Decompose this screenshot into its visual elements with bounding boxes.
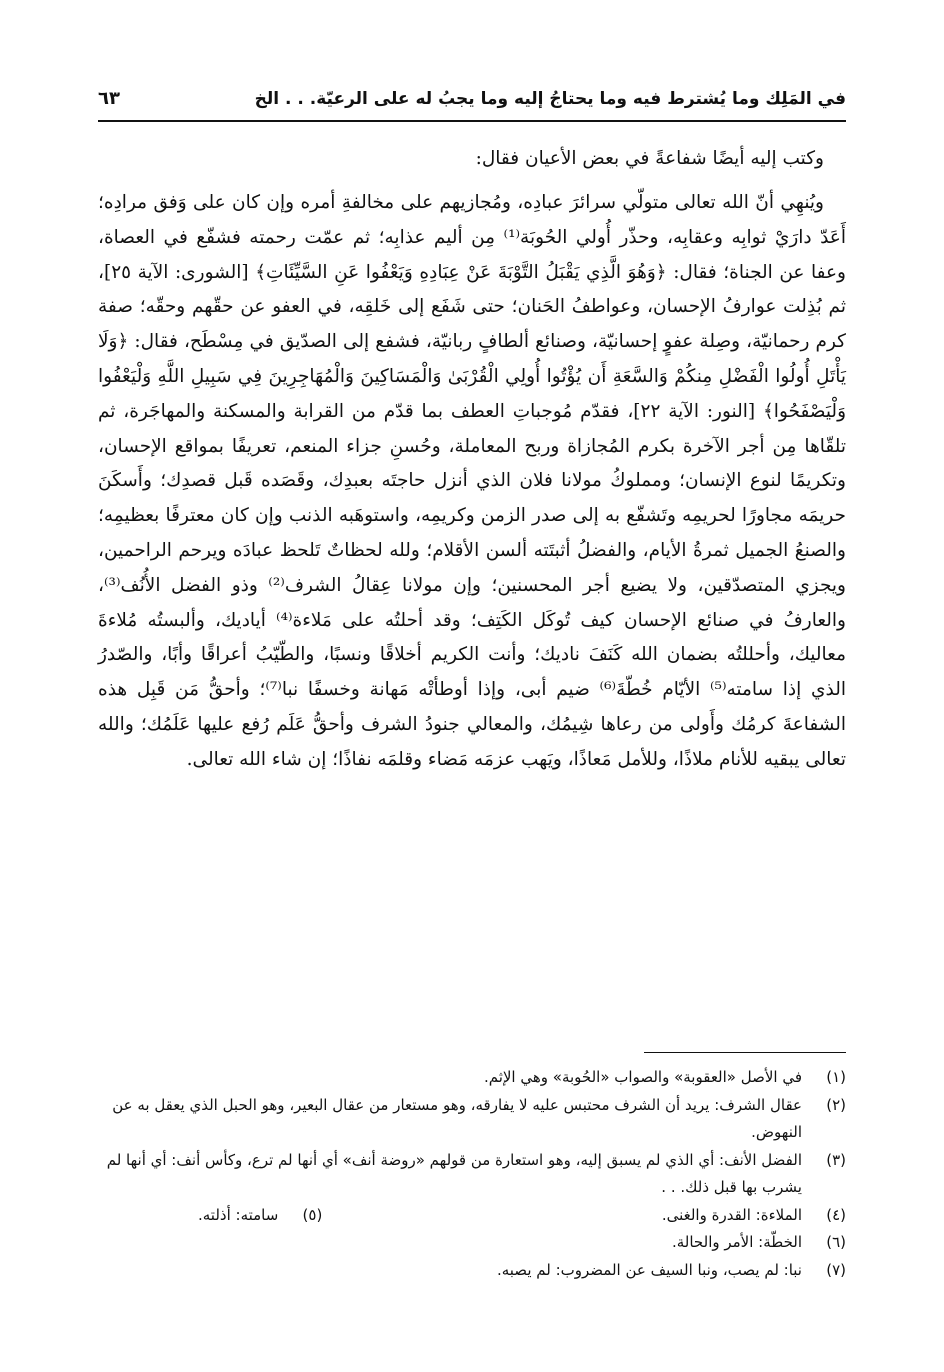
footnote-1 — [98, 1064, 846, 1092]
footnote-number: (٢) — [826, 1095, 846, 1114]
footnote-number: (٤) — [826, 1205, 846, 1224]
running-header — [98, 84, 846, 122]
footnote-6 — [98, 1229, 846, 1257]
page-number: ٦٣ — [98, 88, 120, 109]
footnote-text: الخطّة: الأمر والحالة. — [671, 1233, 802, 1251]
footnote-text: الملاءة: القدرة والغنى. — [661, 1205, 802, 1224]
footnote-number: (٦) — [826, 1233, 846, 1251]
footnote-number: (٧) — [826, 1260, 846, 1279]
footnote-3 — [98, 1147, 846, 1202]
footnote-text: سامته: أذلته. — [198, 1205, 279, 1224]
footnote-text: عقال الشرف: يريد أن الشرف محتبس عليه لا يفارقه، وهو مستعار من عقال البعير، وهو الحبل الذي يعقل به عن النهوض. — [112, 1095, 802, 1141]
footnote-number: (٣) — [826, 1150, 846, 1169]
footnote-text: الفضل الأنف: أي الذي لم يسبق إليه، وهو استعارة من قولهم «روضة أنف» أي أنها لم ترع، وكأس أنف: أي أنها لم يشرب بها قبل ذلك. . . — [106, 1150, 802, 1196]
footnote-text: نبا: لم يصب، ونبا السيف عن المضروب: لم يصبه. — [496, 1260, 802, 1279]
header-title: في المَلِك وما يُشترط فيه وما يحتاجُ إليه وما يجبُ له على الرعيّة. . . الخ — [254, 89, 846, 109]
intro-line: وكتب إليه أيضًا شفاعةً في بعض الأعيان فقال: — [475, 148, 824, 169]
footnote-4-5 — [98, 1202, 846, 1230]
footnote-text: في الأصل «العقوبة» والصواب «الحُوبة» وهي الإثم. — [483, 1068, 802, 1086]
footnotes — [98, 1064, 846, 1284]
body-paragraph: ويُنهِي أنّ الله تعالى متولّي سرائرَ عبادِه، ومُجازيهم على مخالفةِ أمره وإن كان على وَفق مرادِه؛ أَعَدّ دارَيْ ثوابِه وعقابِه، وحذّر أُولي الحُوبَة⁽¹⁾ مِن أليم عذابِه؛ ثم عمّت رحمته فشفّع في العصاة، وعفا عن الجناة؛ فقال: ﴿وَهُوَ الَّذِي يَقْبَلُ التَّوْبَةَ عَنْ عِبَادِهِ وَيَعْفُوا عَنِ السَّيِّئَاتِ﴾ [الشورى: الآية ٢٥]، ثم بُذِلت عوارفُ الإحسان، وعواطفُ الحَنان؛ حتى شَفَع إلى خَلقِه، في العفو عن حقّهم وحقّه؛ صفة كرم رحمانيّة، وصِلة عفوٍ إحسانيّة، وصنائع ألطافٍ ربانيّة، فشفع إلى الصدّيق في مِسْطَح، فقال: ﴿وَلَا يَأْتَلِ أُولُوا الْفَضْلِ مِنكُمْ وَالسَّعَةِ أَن يُؤْتُوا أُولِي الْقُرْبَىٰ وَالْمَسَاكِينَ وَالْمُهَاجِرِينَ فِي سَبِيلِ اللَّهِ وَلْيَعْفُوا وَلْيَصْفَحُوا﴾ [النور: الآية ٢٢]، فقدّم مُوجباتِ العطف بما قدّم من القرابة والمسكنة والمهاجَرة، ثم تلقّاها مِن أجر الآخرة بكرم المُجازاة وربح المعاملة، وحُسنِ جزاء المنعم، تعريفًا بمواقع الإحسان، وتكريمًا لنوع الإنسان؛ ومملوكُ مولانا فلان الذي أنزل حاجتَه بعبدِك، وقَصَده قَبل قصدِك؛ وأَسكَنَ حريمَه مجاورًا لحريمِه وتَشفّع به إلى صدر الزمن وكريمِه، واستوهَبه الذنب وإن كان معترفًا بعظيمِه؛ والصنعُ الجميل ثمرةُ الأيام، والفضلُ أثبتَته ألسن الأقلام؛ ولله لحظاتٌ تَلحظ عبادَه ويرحم الراحمين، ويجزي المتصدّقين، ولا يضيع أجر المحسنين؛ وإن مولانا عِقالُ الشرف⁽²⁾ وذو الفضل الأُنُف⁽³⁾، والعارفُ في صنائع الإحسان كيف تُوكَل الكَتِف؛ وقد أحلتُه على مَلاءة⁽⁴⁾ أياديك، وألبستُه مُلاءةَ معاليك، وأحللتُه بضمان الله كَنَفَ ناديك؛ وأنت الكريم أخلاقًا ونسبًا، والطّيّبُ أعراقًا وأبًا، والصّدرُ الذي إذا سامته⁽⁵⁾ الأيّام خُطّةَ⁽⁶⁾ ضيم أبى، وإذا أوطأتْه مَهانة وخسفًا نبا⁽⁷⁾؛ وأحقُّ مَن قَبِل هذه الشفاعةَ كرمُك وأَولى من رعاها شِيمُك، والمعالي جنودُ الشرف وأحقُّ عَلَم رُفع عليها عَلَمُك؛ والله تعالى يبقيه للأنام ملاذًا، وللأمل مَعاذًا، ويَهب عزمَه مَضاء وقلمَه نفاذًا؛ إن شاء الله تعالى. — [98, 192, 847, 770]
footnote-7 — [98, 1257, 846, 1285]
main-text — [98, 186, 846, 778]
footnote-number: (١) — [826, 1068, 846, 1086]
footnote-2 — [98, 1092, 846, 1147]
footnote-separator — [644, 1052, 846, 1053]
footnote-number: (٥) — [302, 1205, 323, 1224]
